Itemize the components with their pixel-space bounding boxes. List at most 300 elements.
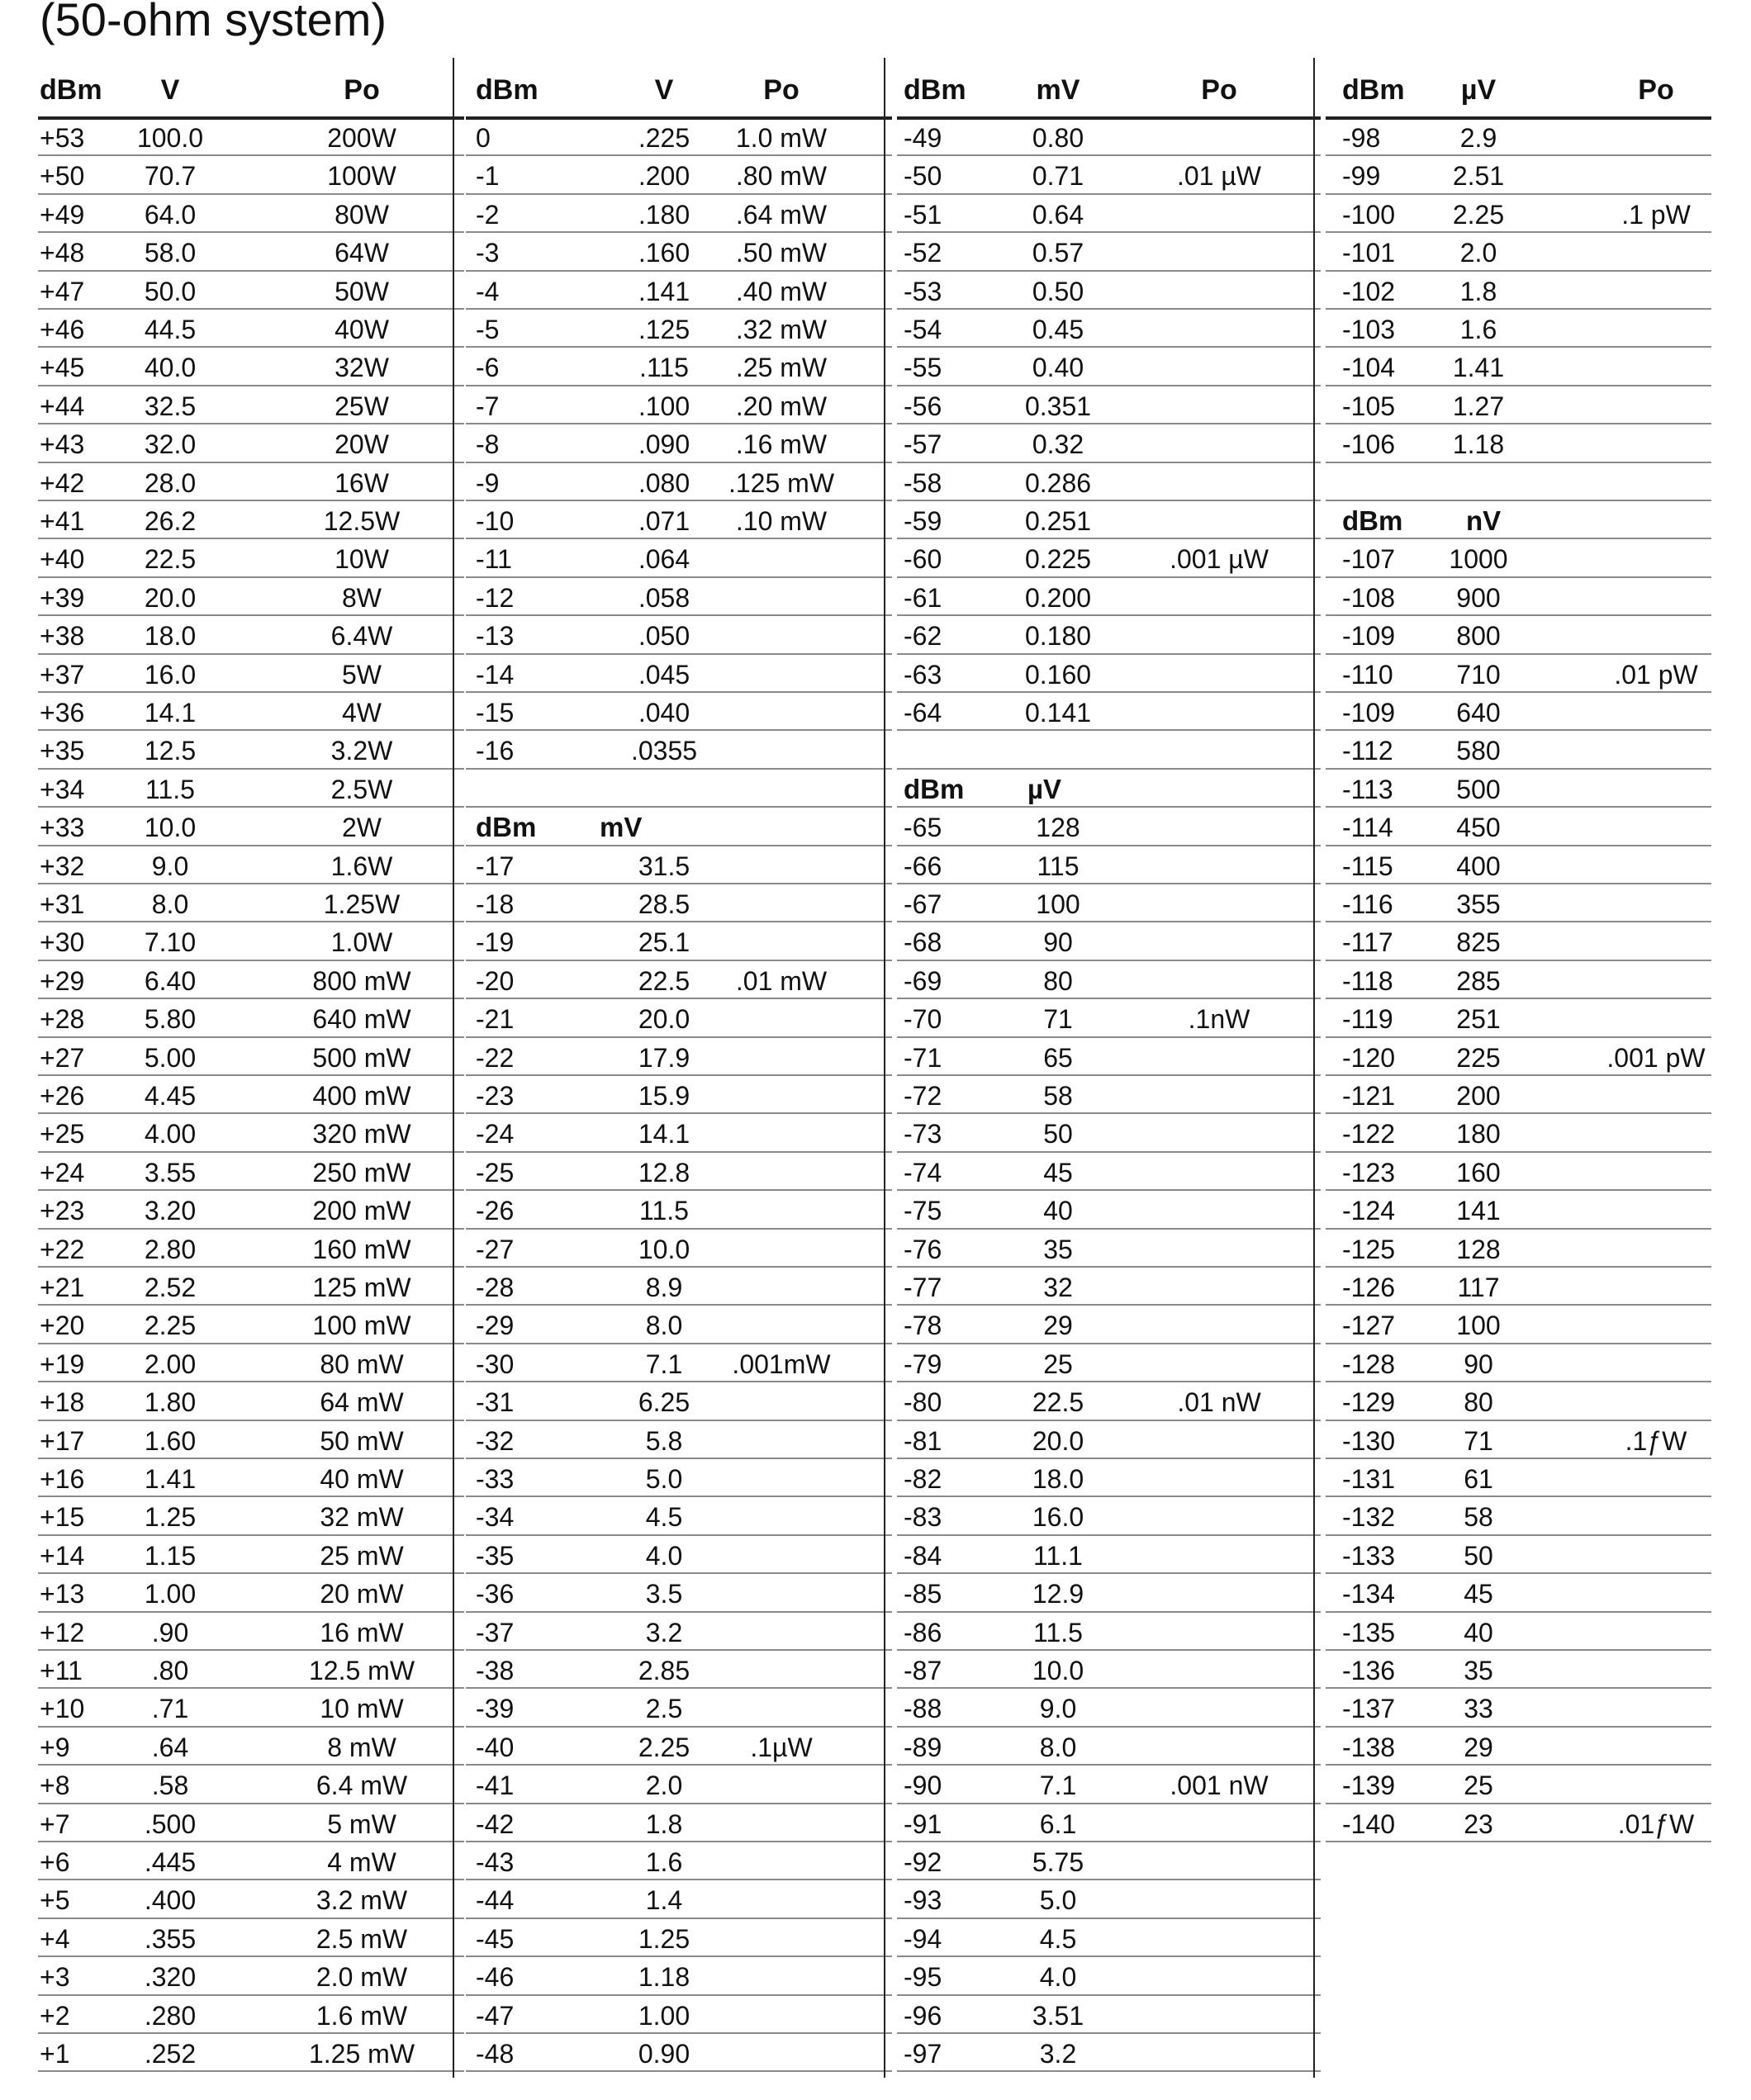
table-cell: 0.141: [1024, 698, 1092, 728]
table-cell: 50.0: [144, 276, 197, 306]
table-cell: 7.1: [645, 1349, 683, 1379]
table-row: [1326, 233, 1711, 271]
table-cell: -120: [1342, 1042, 1396, 1073]
table-row: [1326, 846, 1711, 884]
table-cell: 4.0: [1039, 1962, 1077, 1993]
table-cell: -89: [904, 1732, 942, 1762]
table-cell: 710: [1456, 659, 1501, 690]
table-cell: .160: [638, 238, 690, 268]
table-cell: 28.0: [144, 467, 197, 498]
table-cell: -68: [904, 927, 942, 958]
table-cell: .64 mW: [735, 199, 828, 230]
table-cell: 20 mW: [320, 1579, 404, 1609]
table-cell: +32: [40, 851, 85, 881]
table-cell: 35: [1464, 1656, 1493, 1685]
table-cell: +34: [40, 774, 85, 804]
table-cell: -133: [1342, 1540, 1396, 1571]
table-cell: 500: [1456, 774, 1501, 804]
table-cell: 4.5: [645, 1502, 683, 1533]
table-row: [897, 1153, 1321, 1191]
table-row: [38, 1038, 464, 1076]
table-cell: 32: [1043, 1273, 1073, 1302]
table-row: [897, 770, 1321, 808]
table-cell: 1.60: [144, 1425, 197, 1456]
subheader-cell: µV: [1027, 773, 1062, 804]
table-cell: 180: [1456, 1119, 1501, 1150]
table-cell: 32 mW: [320, 1502, 404, 1533]
table-cell: +13: [40, 1579, 85, 1609]
table-row: [466, 655, 892, 693]
table-row: [38, 233, 464, 271]
table-cell: .90: [151, 1617, 189, 1647]
table-row: [38, 501, 464, 539]
header-cell: dBm: [40, 74, 102, 106]
table-cell: 0.251: [1024, 506, 1092, 536]
table-row: [897, 195, 1321, 233]
table-cell: -22: [476, 1042, 515, 1073]
table-cell: -64: [904, 698, 942, 728]
table-cell: 580: [1456, 736, 1501, 766]
table-cell: 50 mW: [320, 1425, 404, 1456]
table-cell: -11: [476, 544, 512, 575]
table-cell: -74: [904, 1157, 942, 1187]
table-cell: 40.0: [144, 353, 197, 383]
table-row: [1326, 348, 1711, 386]
table-cell: -131: [1342, 1464, 1396, 1494]
table-row: [897, 1996, 1321, 2034]
header-cell: µV: [1460, 74, 1497, 106]
table-row: [897, 1728, 1321, 1766]
table-row: [466, 463, 892, 501]
table-row: [38, 1574, 464, 1612]
table-cell: -48: [476, 2039, 515, 2069]
table-cell: +23: [40, 1196, 85, 1226]
table-row: [38, 1689, 464, 1727]
table-cell: 3.5: [645, 1579, 683, 1609]
table-cell: -107: [1342, 544, 1396, 575]
table-row: [466, 1651, 892, 1689]
table-row: [897, 1076, 1321, 1114]
table-row: [897, 1613, 1321, 1651]
table-row: [1326, 463, 1711, 501]
table-cell: 3.51: [1032, 2000, 1084, 2031]
table-cell: 5 mW: [327, 1808, 396, 1839]
table-cell: 100 mW: [312, 1311, 411, 1341]
table-cell: 1.80: [144, 1387, 197, 1418]
table-row: [466, 501, 892, 539]
table-cell: -15: [476, 698, 515, 728]
table-row: [466, 386, 892, 424]
table-cell: 8W: [342, 582, 382, 613]
table-cell: 22.5: [1032, 1387, 1084, 1418]
table-row: [897, 1957, 1321, 1995]
table-cell: -56: [904, 391, 942, 421]
panel-divider: [453, 58, 454, 2078]
table-cell: -67: [904, 889, 942, 919]
table-cell: 11.1: [1033, 1540, 1083, 1571]
table-cell: -76: [904, 1234, 942, 1264]
table-cell: 31.5: [638, 851, 690, 881]
table-cell: -6: [476, 353, 500, 383]
table-row: [1326, 578, 1711, 616]
table-cell: 128: [1036, 813, 1080, 843]
table-cell: 12.5: [144, 736, 197, 766]
table-row: [38, 922, 464, 960]
table-cell: 5.0: [645, 1464, 683, 1494]
table-cell: 1.8: [645, 1808, 683, 1839]
table-cell: -122: [1342, 1119, 1396, 1150]
table-row: [38, 539, 464, 577]
table-cell: +15: [40, 1502, 85, 1533]
table-row: [897, 1421, 1321, 1459]
table-cell: 1.25W: [323, 889, 401, 919]
table-row: [897, 1382, 1321, 1420]
table-cell: +38: [40, 621, 85, 652]
table-cell: 3.55: [144, 1157, 197, 1187]
table-cell: -19: [476, 927, 515, 958]
table-cell: 80: [1043, 965, 1073, 996]
table-cell: 4.0: [645, 1540, 683, 1571]
table-row: [38, 1268, 464, 1306]
table-cell: -7: [476, 391, 500, 421]
table-cell: +7: [40, 1808, 70, 1839]
table-cell: -3: [476, 238, 500, 268]
table-cell: -79: [904, 1349, 942, 1379]
table-cell: 1.00: [638, 2000, 690, 2031]
table-cell: 12.8: [638, 1157, 690, 1187]
table-cell: 225: [1456, 1042, 1501, 1073]
table-row: [466, 1766, 892, 1804]
table-cell: .400: [144, 1885, 197, 1916]
table-cell: 2.25: [144, 1311, 197, 1341]
table-row: [1326, 1804, 1711, 1842]
table-row: [38, 884, 464, 922]
table-cell: .001mW: [732, 1349, 831, 1379]
table-row: [466, 1919, 892, 1957]
table-cell: 825: [1456, 927, 1501, 958]
table-cell: 2.9: [1459, 123, 1497, 153]
table-cell: -77: [904, 1273, 942, 1302]
table-row: [38, 655, 464, 693]
table-cell: 20W: [335, 429, 389, 460]
table-row: [466, 1689, 892, 1727]
table-cell: -129: [1342, 1387, 1396, 1418]
table-row: [38, 578, 464, 616]
table-cell: 2.5: [645, 1694, 683, 1724]
table-row: [897, 693, 1321, 731]
table-cell: .01 pW: [1614, 659, 1698, 690]
table-cell: 25: [1464, 1771, 1493, 1801]
table-cell: -9: [476, 467, 500, 498]
table-row: [38, 961, 464, 999]
table-cell: 12.5W: [323, 506, 401, 536]
table-row: [897, 424, 1321, 462]
table-cell: .040: [638, 698, 690, 728]
table-cell: 115: [1037, 851, 1080, 881]
table-cell: .252: [144, 2039, 197, 2069]
table-cell: -93: [904, 1885, 942, 1916]
table-cell: 0.225: [1024, 544, 1092, 575]
table-row: [1326, 118, 1711, 156]
table-cell: 4.45: [144, 1081, 197, 1111]
table-cell: 10W: [335, 544, 389, 575]
table-row: [1326, 1306, 1711, 1344]
table-cell: -69: [904, 965, 942, 996]
table-row: [1326, 1613, 1711, 1651]
table-cell: .01 µW: [1176, 161, 1262, 192]
table-cell: -35: [476, 1540, 515, 1571]
table-cell: 0.160: [1024, 659, 1092, 690]
table-row: [466, 348, 892, 386]
table-cell: +20: [40, 1311, 85, 1341]
table-cell: -5: [476, 315, 500, 344]
table-cell: 50W: [335, 276, 389, 306]
table-cell: -94: [904, 1923, 942, 1954]
table-cell: 58: [1464, 1502, 1493, 1533]
table-cell: +5: [40, 1885, 70, 1916]
table-cell: 1.27: [1452, 391, 1505, 421]
table-cell: 200W: [327, 123, 396, 153]
panel-divider: [1313, 58, 1315, 2078]
table-cell: .445: [144, 1847, 197, 1877]
table-cell: +46: [40, 315, 85, 344]
table-row: [466, 424, 892, 462]
table-cell: +29: [40, 965, 85, 996]
table-row: [1326, 731, 1711, 769]
table-cell: 100W: [327, 161, 396, 192]
table-cell: 65: [1043, 1042, 1073, 1073]
table-header: [38, 58, 464, 120]
table-row: [38, 195, 464, 233]
table-cell: 1.6W: [330, 851, 393, 881]
table-cell: 5.8: [645, 1425, 683, 1456]
table-cell: -136: [1342, 1656, 1396, 1685]
table-row: [38, 386, 464, 424]
table-cell: 20.0: [144, 582, 197, 613]
table-cell: 26.2: [144, 506, 197, 536]
table-cell: 5W: [342, 659, 382, 690]
table-row: [897, 272, 1321, 310]
table-cell: -113: [1342, 774, 1393, 804]
table-cell: -29: [476, 1311, 515, 1341]
table-row: [38, 846, 464, 884]
table-row: [466, 961, 892, 999]
table-row: [897, 463, 1321, 501]
table-row: [38, 2034, 464, 2072]
table-cell: +21: [40, 1273, 85, 1302]
table-cell: -61: [904, 582, 942, 613]
table-cell: -139: [1342, 1771, 1396, 1801]
table-cell: 40 mW: [320, 1464, 404, 1494]
table-cell: 16W: [335, 467, 389, 498]
table-cell: -105: [1342, 391, 1396, 421]
table-cell: +22: [40, 1234, 85, 1264]
table-row: [897, 1574, 1321, 1612]
table-cell: 1.6: [645, 1847, 683, 1877]
table-cell: 32W: [335, 353, 389, 383]
table-cell: 11.5: [145, 774, 195, 804]
table-cell: 1.41: [1452, 353, 1505, 383]
table-row: [1326, 310, 1711, 348]
table-row: [897, 1766, 1321, 1804]
table-cell: -17: [476, 851, 515, 881]
table-cell: 117: [1457, 1273, 1500, 1302]
table-cell: -82: [904, 1464, 942, 1494]
table-cell: 1.0 mW: [735, 123, 828, 153]
table-cell: 2.0: [645, 1771, 683, 1801]
table-row: [38, 272, 464, 310]
table-cell: -37: [476, 1617, 515, 1647]
table-cell: -41: [476, 1771, 515, 1801]
table-cell: -80: [904, 1387, 942, 1418]
table-row: [1326, 1651, 1711, 1689]
table-row: [466, 1728, 892, 1766]
table-cell: 40W: [335, 315, 389, 344]
table-cell: 14.1: [144, 698, 197, 728]
table-cell: 16.0: [1032, 1502, 1084, 1533]
table-cell: -43: [476, 1847, 515, 1877]
table-cell: 28.5: [638, 889, 690, 919]
table-row: [466, 922, 892, 960]
table-row: [897, 156, 1321, 194]
table-cell: .50 mW: [735, 238, 828, 268]
table-cell: 0.57: [1032, 238, 1084, 268]
table-row: [466, 1459, 892, 1497]
table-cell: 2.0: [1459, 238, 1497, 268]
table-row: [466, 2034, 892, 2072]
table-cell: -75: [904, 1196, 942, 1226]
table-cell: 400: [1456, 851, 1501, 881]
table-row: [466, 1268, 892, 1306]
table-row: [1326, 1038, 1711, 1076]
table-cell: 1.25: [638, 1923, 690, 1954]
table-cell: -62: [904, 621, 942, 652]
table-row: [466, 1382, 892, 1420]
table-cell: -14: [476, 659, 515, 690]
table-cell: -8: [476, 429, 500, 460]
table-cell: 4.5: [1039, 1923, 1077, 1954]
table-cell: .125: [638, 315, 690, 344]
table-row: [38, 1497, 464, 1535]
table-cell: .050: [638, 621, 690, 652]
table-row: [38, 463, 464, 501]
table-row: [1326, 1230, 1711, 1268]
table-cell: 2.5 mW: [316, 1923, 408, 1954]
table-row: [897, 578, 1321, 616]
table-cell: 90: [1043, 927, 1073, 958]
table-cell: .045: [638, 659, 690, 690]
table-cell: -97: [904, 2039, 942, 2069]
table-cell: .71: [151, 1694, 189, 1724]
table-row: [897, 846, 1321, 884]
table-cell: .16 mW: [735, 429, 828, 460]
table-cell: +25: [40, 1119, 85, 1150]
table-cell: -33: [476, 1464, 515, 1494]
table-cell: -128: [1342, 1349, 1396, 1379]
table-row: [38, 808, 464, 846]
table-cell: 2W: [342, 813, 382, 843]
table-cell: 35: [1043, 1234, 1073, 1264]
table-cell: -99: [1342, 161, 1381, 192]
table-cell: 1.41: [144, 1464, 197, 1494]
table-cell: .001 nW: [1170, 1771, 1269, 1801]
table-cell: .0355: [630, 736, 698, 766]
table-cell: 7.1: [1039, 1771, 1077, 1801]
table-cell: +18: [40, 1387, 85, 1418]
table-row: [38, 770, 464, 808]
table-cell: 80W: [335, 199, 389, 230]
table-cell: 10 mW: [320, 1694, 404, 1724]
table-cell: 500 mW: [312, 1042, 411, 1073]
table-cell: 11.5: [639, 1196, 689, 1226]
table-cell: +9: [40, 1732, 70, 1762]
table-row: [38, 1153, 464, 1191]
table-cell: 3.2: [1039, 2039, 1077, 2069]
table-cell: -134: [1342, 1579, 1396, 1609]
table-row: [897, 1344, 1321, 1382]
table-cell: 4W: [342, 698, 382, 728]
table-cell: 1.8: [1459, 276, 1497, 306]
table-cell: -137: [1342, 1694, 1396, 1724]
table-cell: .090: [638, 429, 690, 460]
table-cell: .64: [151, 1732, 189, 1762]
table-cell: 20.0: [1032, 1425, 1084, 1456]
table-cell: -24: [476, 1119, 515, 1150]
table-cell: 2.80: [144, 1234, 197, 1264]
table-cell: .320: [144, 1962, 197, 1993]
table-cell: .200: [638, 161, 690, 192]
table-row: [1326, 386, 1711, 424]
table-cell: -36: [476, 1579, 515, 1609]
table-cell: 0.80: [1032, 123, 1084, 153]
table-cell: 0.32: [1032, 429, 1084, 460]
table-cell: 1.6 mW: [316, 2000, 408, 2031]
table-cell: 8.0: [151, 889, 189, 919]
table-row: [466, 1497, 892, 1535]
table-row: [466, 731, 892, 769]
table-row: [897, 1459, 1321, 1497]
table-cell: -85: [904, 1579, 942, 1609]
table-cell: -71: [904, 1042, 942, 1073]
table-row: [897, 1919, 1321, 1957]
table-row: [38, 1459, 464, 1497]
table-cell: +19: [40, 1349, 85, 1379]
table-row: [466, 1306, 892, 1344]
table-cell: -25: [476, 1157, 515, 1187]
table-row: [897, 999, 1321, 1037]
table-cell: 5.80: [144, 1004, 197, 1035]
table-cell: 2.5W: [330, 774, 393, 804]
table-cell: 8.0: [1039, 1732, 1077, 1762]
header-cell: mV: [1036, 74, 1080, 106]
table-row: [1326, 272, 1711, 310]
table-cell: +10: [40, 1694, 85, 1724]
table-cell: -83: [904, 1502, 942, 1533]
table-cell: 6.4W: [330, 621, 393, 652]
table-cell: .001 µW: [1170, 544, 1269, 575]
table-cell: 6.4 mW: [316, 1771, 408, 1801]
table-row: [897, 348, 1321, 386]
table-row: [38, 1230, 464, 1268]
table-cell: -51: [904, 199, 942, 230]
table-row: [466, 884, 892, 922]
table-cell: -60: [904, 544, 942, 575]
table-cell: +36: [40, 698, 85, 728]
table-cell: 22.5: [638, 965, 690, 996]
table-cell: 58: [1043, 1081, 1073, 1111]
table-row: [1326, 1459, 1711, 1497]
table-cell: .1 pW: [1621, 199, 1691, 230]
